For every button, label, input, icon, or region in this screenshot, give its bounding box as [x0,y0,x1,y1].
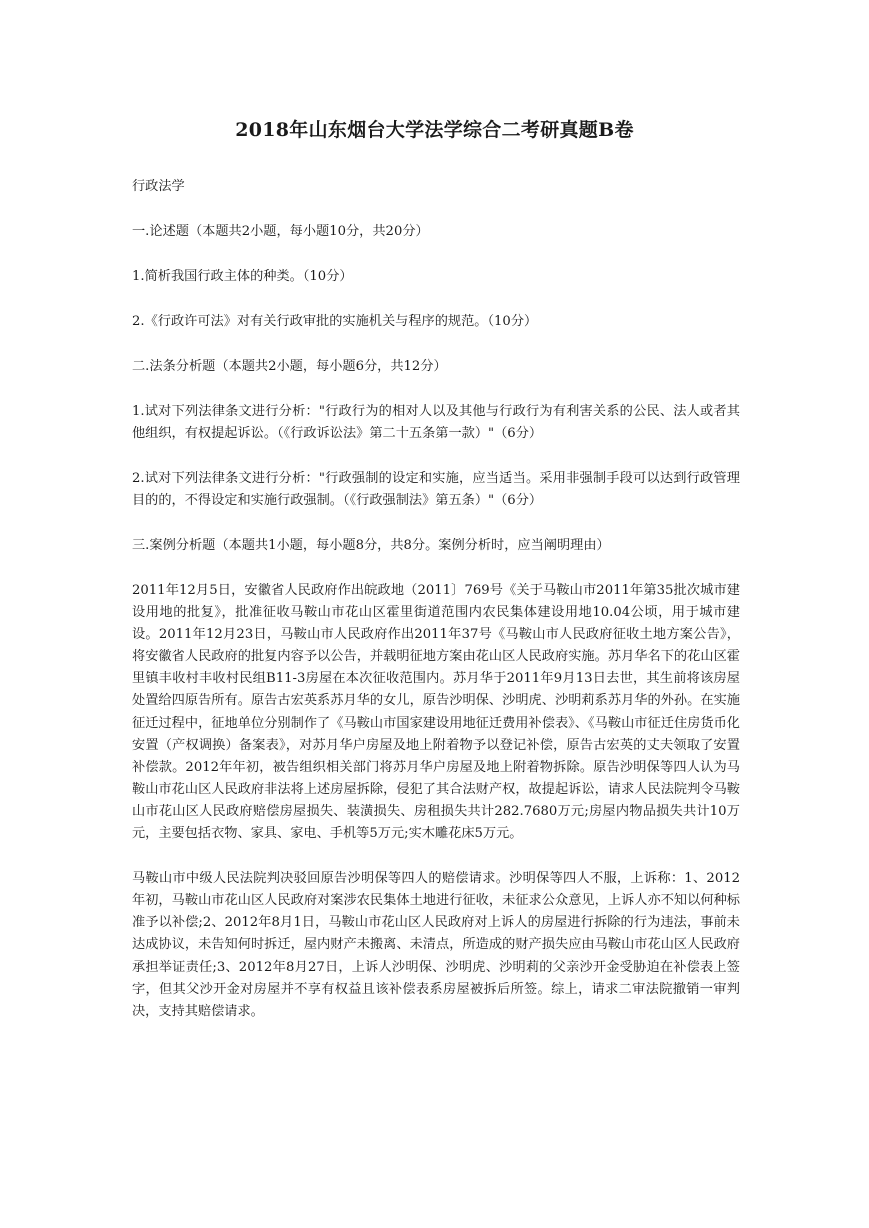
question-2-1: 1.试对下列法律条文进行分析："行政行为的相对人以及其他与行政行为有利害关系的公民、法人或者其他组织，有权提起诉讼。（《行政诉讼法》第二十五条第一款）"（6分） [132,404,740,441]
document-body [132,176,740,1046]
case-appeal-paragraph: 马鞍山市中级人民法院判决驳回原告沙明保等四人的赔偿请求。沙明保等四人不服，上诉称：1、2012年初，马鞍山市花山区人民政府对案涉农民集体土地进行征收，未征求公众意见，上诉人亦不知以何种标准予以补偿;2、2012年8月1日，马鞍山市花山区人民政府对上诉人的房屋进行拆除的行为违法，事前未达成协议，未告知何时拆迁，屋内财产未搬离、未清点，所造成的财产损失应由马鞍山市花山区人民政府承担举证责任;3、2012年8月27日，上诉人沙明保、沙明虎、沙明莉的父亲沙开金受胁迫在补偿表上签字，但其父沙开金对房屋并不享有权益且该补偿表系房屋被拆后所签。综上，请求二审法院撤销一审判决，支持其赔偿请求。 [132,871,740,1019]
part-one-heading: 一.论述题（本题共2小题，每小题10分，共20分） [132,224,429,239]
part-three-heading: 三.案例分析题（本题共1小题，每小题8分，共8分。案例分析时，应当阐明理由） [132,538,610,553]
section-heading-administrative-law: 行政法学 [132,179,185,194]
question-2-2: 2.试对下列法律条文进行分析："行政强制的设定和实施，应当适当。采用非强制手段可以达到行政管理目的的，不得设定和实施行政强制。（《行政强制法》第五条）"（6分） [132,471,740,508]
part-two-heading: 二.法条分析题（本题共2小题，每小题6分，共12分） [132,359,447,374]
question-1-1: 1.简析我国行政主体的种类。（10分） [132,269,353,284]
document-title: 2018年山东烟台大学法学综合二考研真题B卷 [235,119,634,141]
question-1-2: 2.《行政许可法》对有关行政审批的实施机关与程序的规范。（10分） [132,314,538,329]
case-facts-paragraph: 2011年12月5日，安徽省人民政府作出皖政地（2011〕769号《关于马鞍山市2011年第35批次城市建设用地的批复》，批准征收马鞍山市花山区霍里街道范围内农民集体建设用地10.04公顷，用于城市建设。2011年12月23日，马鞍山市人民政府作出2011年37号《马鞍山市人民政府征收土地方案公告》，将安徽省人民政府的批复内容予以公告，并载明征地方案由花山区人民政府实施。苏月华名下的花山区霍里镇丰收村丰收村民组B11-3房屋在本次征收范围内。苏月华于2011年9月13日去世，其生前将该房屋处置给四原告所有。原告古宏英系苏月华的女儿，原告沙明保、沙明虎、沙明莉系苏月华的外孙。在实施征迁过程中，征地单位分别制作了《马鞍山市国家建设用地征迁费用补偿表》、《马鞍山市征迁住房货币化安置（产权调换）备案表》，对苏月华户房屋及地上附着物予以登记补偿，原告古宏英的丈夫领取了安置补偿款。2012年年初，被告组织相关部门将苏月华户房屋及地上附着物拆除。原告沙明保等四人认为马鞍山市花山区人民政府非法将上述房屋拆除，侵犯了其合法财产权，故提起诉讼，请求人民法院判令马鞍山市花山区人民政府赔偿房屋损失、装潢损失、房租损失共计282.7680万元;房屋内物品损失共计10万元，主要包括衣物、家具、家电、手机等5万元;实木雕花床5万元。 [132,583,740,842]
